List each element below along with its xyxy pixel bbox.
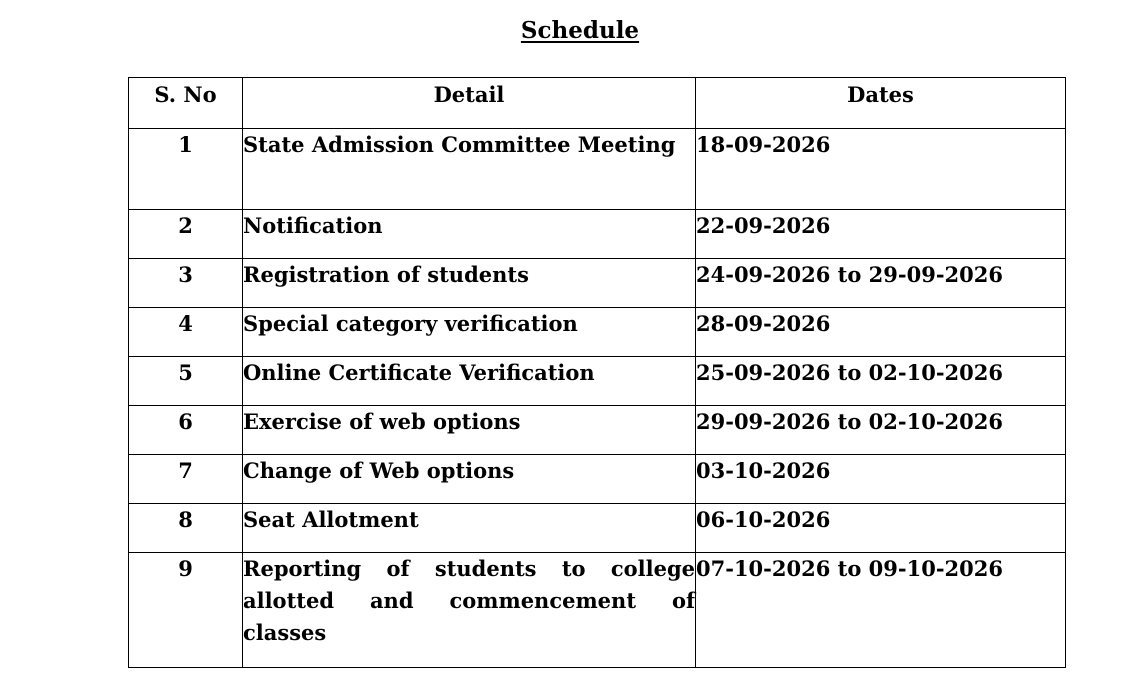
row-sno: 1 (129, 129, 243, 210)
header-dates: Dates (696, 78, 1066, 129)
row-detail: Exercise of web options (243, 406, 696, 455)
row-dates: 28-09-2026 (696, 308, 1066, 357)
row-dates: 24-09-2026 to 29-09-2026 (696, 259, 1066, 308)
row-dates: 18-09-2026 (696, 129, 1066, 210)
row-sno: 9 (129, 553, 243, 668)
table-body (129, 129, 1066, 668)
row-sno: 5 (129, 357, 243, 406)
page-title: Schedule (520, 17, 640, 44)
table-header (129, 78, 1066, 129)
row-sno: 7 (129, 455, 243, 504)
row-detail: Reporting of students to college allotted and commencement of classes (243, 553, 696, 668)
row-detail: State Admission Committee Meeting (243, 129, 696, 210)
row-sno: 4 (129, 308, 243, 357)
row-detail: Special category verification (243, 308, 696, 357)
table-row (129, 504, 1066, 553)
row-sno: 3 (129, 259, 243, 308)
table-row (129, 259, 1066, 308)
table-row (129, 308, 1066, 357)
table-row (129, 357, 1066, 406)
row-detail: Change of Web options (243, 455, 696, 504)
header-row (129, 78, 1066, 129)
table-row (129, 455, 1066, 504)
row-detail: Notification (243, 210, 696, 259)
header-detail: Detail (243, 78, 696, 129)
row-sno: 2 (129, 210, 243, 259)
table-row (129, 129, 1066, 210)
table-row (129, 406, 1066, 455)
row-sno: 8 (129, 504, 243, 553)
row-detail: Registration of students (243, 259, 696, 308)
row-detail: Seat Allotment (243, 504, 696, 553)
schedule-table (128, 77, 1066, 668)
row-dates: 07-10-2026 to 09-10-2026 (696, 553, 1066, 668)
row-dates: 25-09-2026 to 02-10-2026 (696, 357, 1066, 406)
row-detail: Online Certificate Verification (243, 357, 696, 406)
header-sno: S. No (129, 78, 243, 129)
table-row (129, 210, 1066, 259)
table-row (129, 553, 1066, 668)
row-dates: 06-10-2026 (696, 504, 1066, 553)
row-sno: 6 (129, 406, 243, 455)
row-dates: 03-10-2026 (696, 455, 1066, 504)
row-dates: 22-09-2026 (696, 210, 1066, 259)
row-dates: 29-09-2026 to 02-10-2026 (696, 406, 1066, 455)
